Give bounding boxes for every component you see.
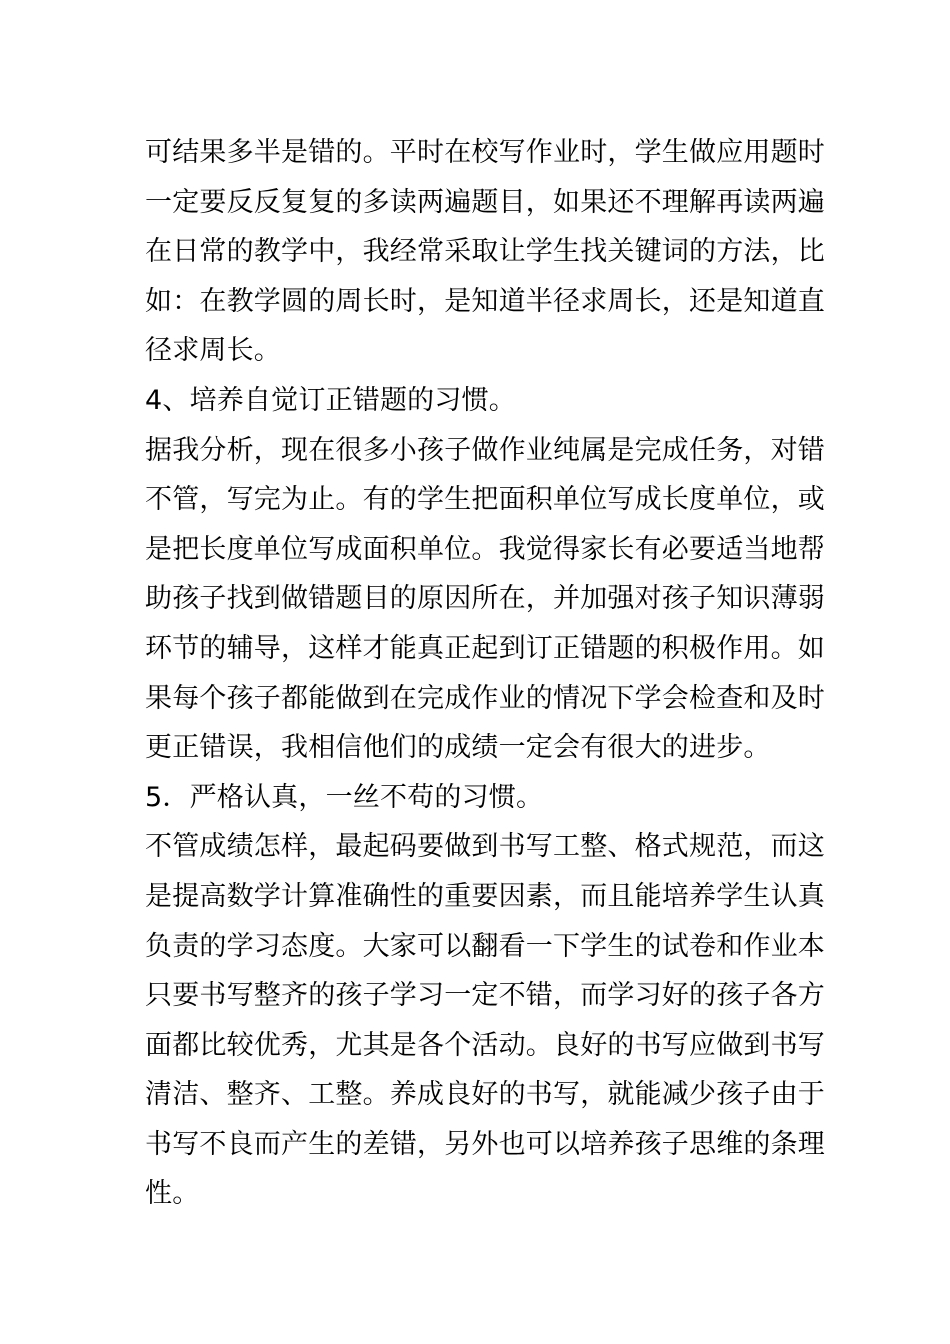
text-line: 果每个孩子都能做到在完成作业的情况下学会检查和及时 bbox=[145, 682, 825, 714]
text-line: 如：在教学圆的周长时，是知道半径求周长，还是知道直 bbox=[145, 285, 825, 317]
text-line: 是把长度单位写成面积单位。我觉得家长有必要适当地帮 bbox=[145, 533, 825, 565]
text-line: 性。 bbox=[145, 1178, 200, 1210]
text-line: 据我分析，现在很多小孩子做作业纯属是完成任务，对错 bbox=[145, 434, 825, 466]
section-heading: 4、培养自觉订正错题的习惯。 bbox=[145, 384, 516, 416]
text-line: 书写不良而产生的差错，另外也可以培养孩子思维的条理 bbox=[145, 1128, 825, 1160]
text-line: 不管成绩怎样，最起码要做到书写工整、格式规范，而这 bbox=[145, 831, 825, 863]
text-line: 助孩子找到做错题目的原因所在，并加强对孩子知识薄弱 bbox=[145, 583, 825, 615]
text-line: 只要书写整齐的孩子学习一定不错，而学习好的孩子各方 bbox=[145, 980, 825, 1012]
text-line: 不管，写完为止。有的学生把面积单位写成长度单位，或 bbox=[145, 484, 825, 516]
text-line: 面都比较优秀，尤其是各个活动。良好的书写应做到书写 bbox=[145, 1029, 825, 1061]
text-line: 清洁、整齐、工整。养成良好的书写，就能减少孩子由于 bbox=[145, 1079, 825, 1111]
section-heading: 5．严格认真，一丝不苟的习惯。 bbox=[145, 781, 544, 813]
text-line: 可结果多半是错的。平时在校写作业时，学生做应用题时 bbox=[145, 137, 825, 168]
document-body bbox=[145, 128, 825, 1219]
text-line: 更正错误，我相信他们的成绩一定会有很大的进步。 bbox=[145, 732, 771, 764]
text-line: 环节的辅导，这样才能真正起到订正错题的积极作用。如 bbox=[145, 632, 825, 664]
text-line: 是提高数学计算准确性的重要因素，而且能培养学生认真 bbox=[145, 880, 825, 912]
text-line: 一定要反反复复的多读两遍题目，如果还不理解再读两遍 bbox=[145, 186, 825, 218]
text-line: 在日常的教学中，我经常采取让学生找关键词的方法，比 bbox=[145, 236, 825, 268]
text-line: 径求周长。 bbox=[145, 335, 281, 367]
text-line: 负责的学习态度。大家可以翻看一下学生的试卷和作业本 bbox=[145, 930, 825, 962]
